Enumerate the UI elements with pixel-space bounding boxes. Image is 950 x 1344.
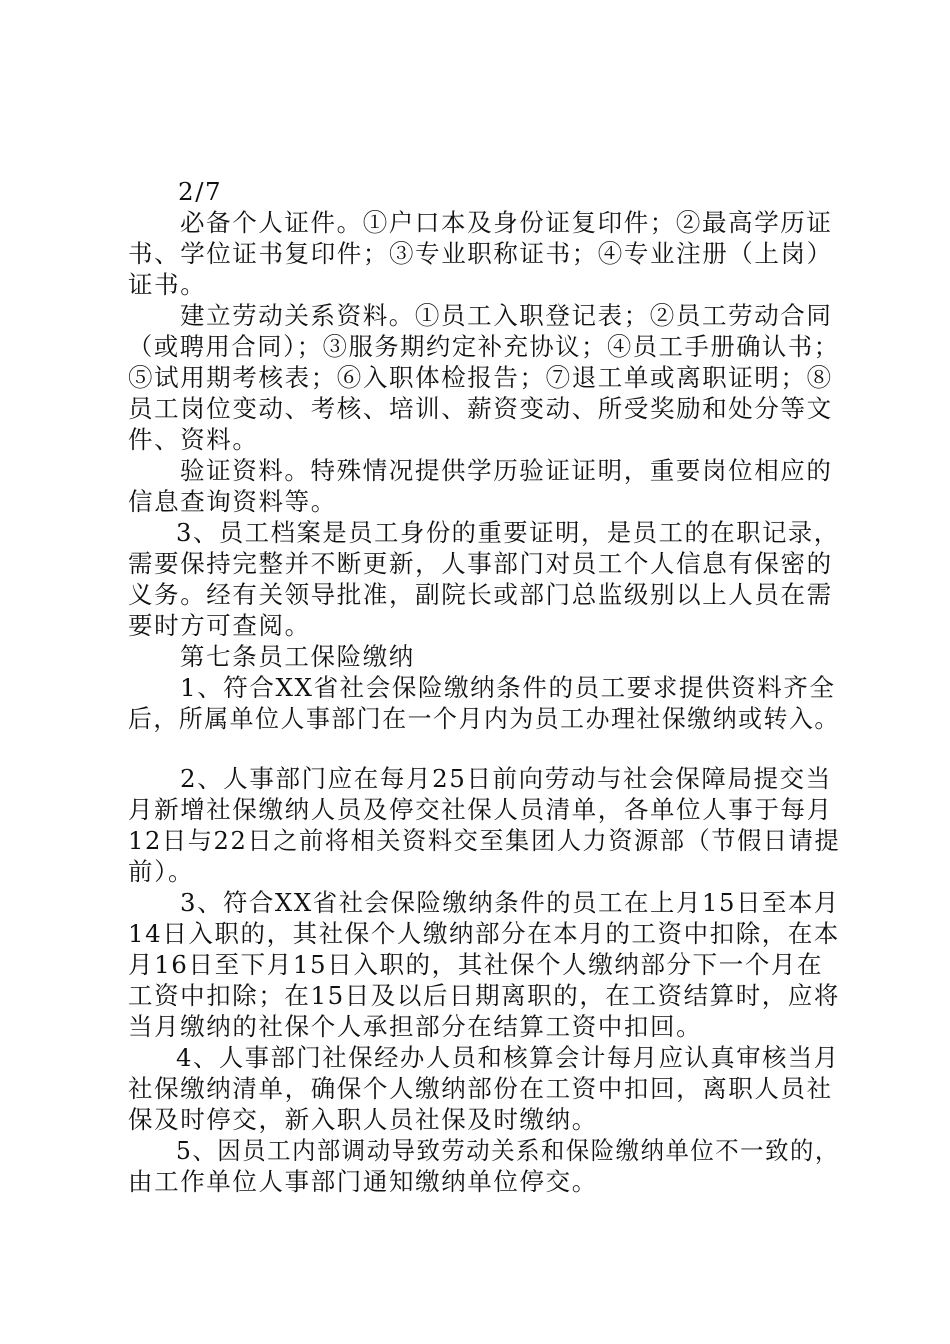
text-line: 信息查询资料等。 <box>128 487 337 516</box>
text-line: 义务。经有关领导批准，副院长或部门总监级别以上人员在需 <box>128 580 833 609</box>
text-line: 3、符合XX省社会保险缴纳条件的员工在上月15日至本月 <box>180 888 840 917</box>
text-line: 14日入职的，其社保个人缴纳部分在本月的工资中扣除，在本 <box>128 919 840 948</box>
text-line: 后，所属单位人事部门在一个月内为员工办理社保缴纳或转入。 <box>128 704 840 733</box>
text-line: 1、符合XX省社会保险缴纳条件的员工要求提供资料齐全 <box>180 673 836 702</box>
text-line: 2、人事部门应在每月25日前向劳动与社会保障局提交当 <box>180 764 832 793</box>
text-line: 证书。 <box>128 270 207 299</box>
text-line: 当月缴纳的社保个人承担部分在结算工资中扣回。 <box>128 1012 703 1041</box>
page-number: 2/7 <box>178 177 223 206</box>
text-line: 保及时停交，新入职人员社保及时缴纳。 <box>128 1105 598 1134</box>
text-line: 5、因员工内部调动导致劳动关系和保险缴纳单位不一致的， <box>176 1136 840 1165</box>
text-line: 要时方可查阅。 <box>128 611 311 640</box>
section-heading: 第七条员工保险缴纳 <box>180 642 415 671</box>
text-line: 3、员工档案是员工身份的重要证明，是员工的在职记录， <box>176 518 840 547</box>
text-line: 需要保持完整并不断更新，人事部门对员工个人信息有保密的 <box>128 549 833 578</box>
text-line: 12日与22日之前将相关资料交至集团人力资源部（节假日请提 <box>128 826 841 855</box>
text-line: 前）。 <box>128 857 195 886</box>
text-line: ⑤试用期考核表；⑥入职体检报告；⑦退工单或离职证明；⑧ <box>128 363 833 392</box>
text-line: 员工岗位变动、考核、培训、薪资变动、所受奖励和处分等文 <box>128 394 833 423</box>
text-line: 建立劳动关系资料。①员工入职登记表；②员工劳动合同 <box>180 301 833 330</box>
text-line: 4、人事部门社保经办人员和核算会计每月应认真审核当月 <box>176 1043 840 1072</box>
text-line: 必备个人证件。①户口本及身份证复印件；②最高学历证 <box>180 208 833 237</box>
text-line: 月16日至下月15日入职的，其社保个人缴纳部分下一个月在 <box>128 950 824 979</box>
text-line: （或聘用合同）；③服务期约定补充协议；④员工手册确认书； <box>128 332 840 361</box>
text-line: 社保缴纳清单，确保个人缴纳部份在工资中扣回，离职人员社 <box>128 1074 833 1103</box>
text-line: 件、资料。 <box>128 425 259 454</box>
text-line: 由工作单位人事部门通知缴纳单位停交。 <box>128 1167 598 1196</box>
text-line: 工资中扣除；在15日及以后日期离职的，在工资结算时，应将 <box>128 981 840 1010</box>
text-line: 月新增社保缴纳人员及停交社保人员清单，各单位人事于每月 <box>128 795 833 824</box>
text-line: 书、学位证书复印件；③专业职称证书；④专业注册（上岗） <box>128 239 833 268</box>
text-line: 验证资料。特殊情况提供学历验证证明，重要岗位相应的 <box>180 456 833 485</box>
